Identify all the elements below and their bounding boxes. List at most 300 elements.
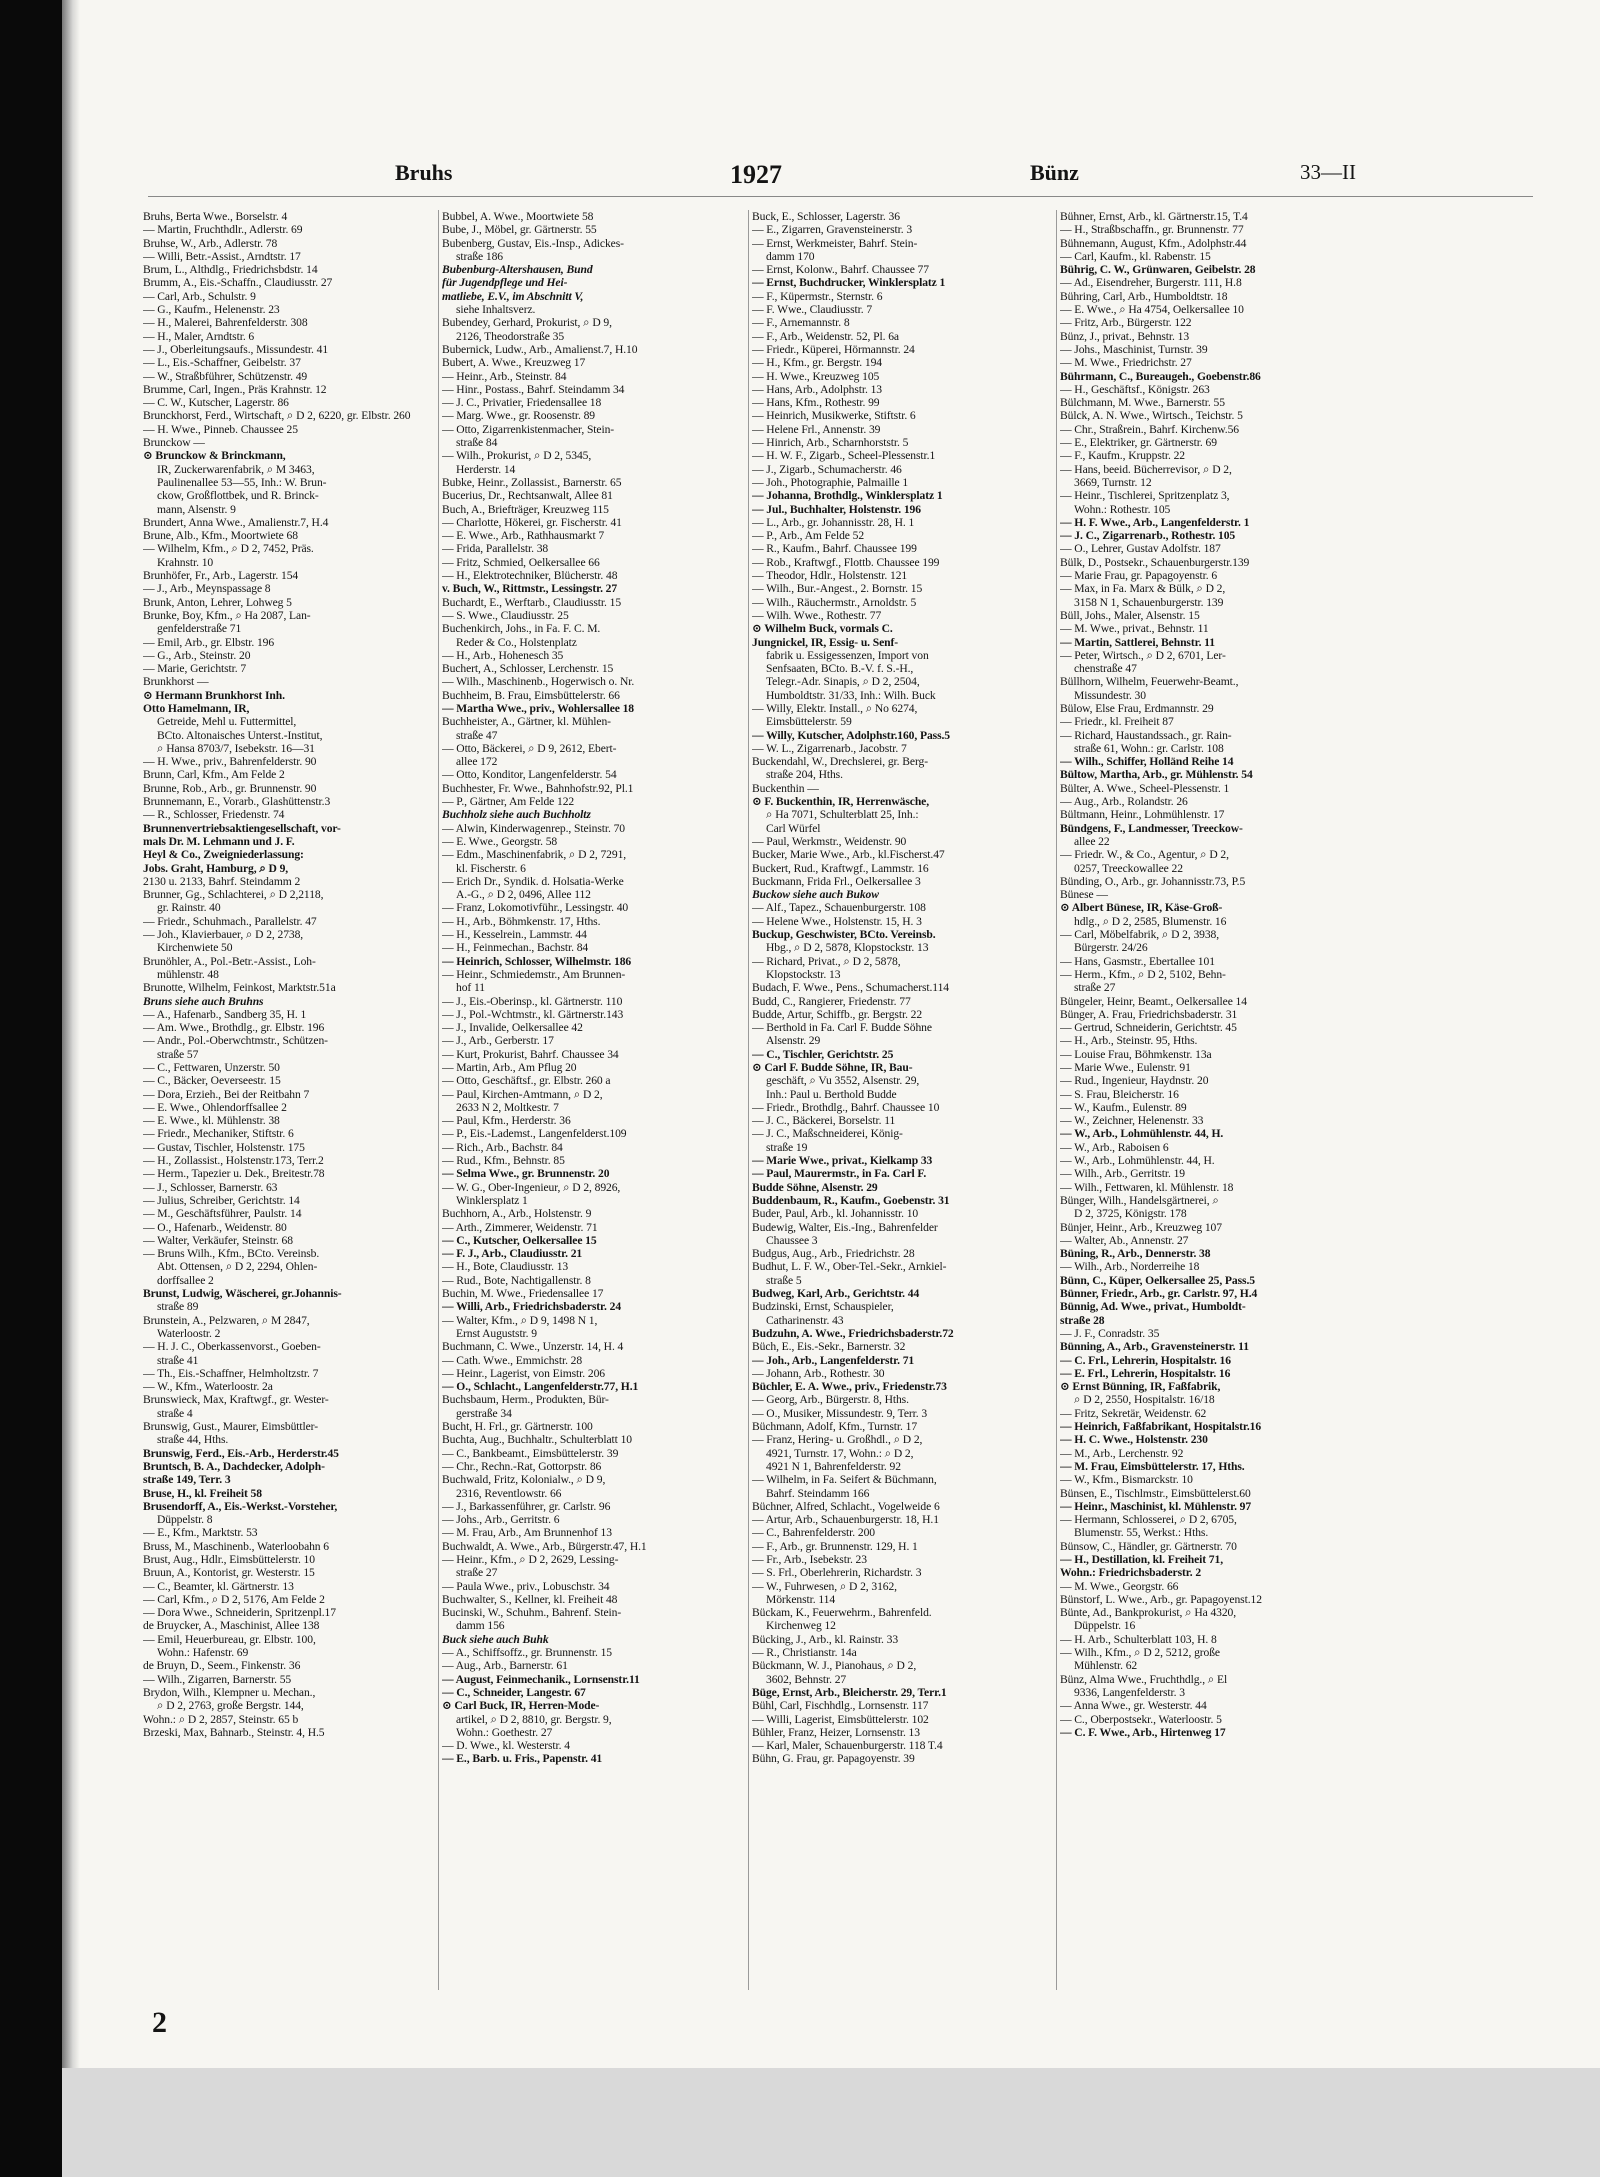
signature-number: 2: [152, 2006, 167, 2039]
directory-entry: Otto Hamelmann, IR,: [143, 701, 250, 715]
directory-entry: — Willi, Betr.-Assist., Arndtstr. 17: [143, 249, 301, 263]
directory-entry: Brunke, Boy, Kfm., ⌕ Ha 2087, Lan-: [143, 608, 311, 622]
directory-entry: Missundestr. 30: [1074, 688, 1146, 702]
directory-entry: Buckow siehe auch Bukow: [752, 888, 879, 902]
header-rule: [148, 196, 1533, 197]
directory-entry: — H. Wwe., Pinneb. Chaussee 25: [143, 422, 298, 436]
directory-entry: mühlenstr. 48: [157, 967, 219, 981]
directory-entry: IR, Zuckerwarenfabrik, ⌕ M 3463,: [157, 462, 315, 476]
directory-entry: — Herm., Tapezier u. Dek., Breitestr.78: [143, 1167, 325, 1181]
directory-entry: A.-G., ⌕ D 2, 0496, Allee 112: [456, 888, 591, 902]
header-page-number: 33—II: [1300, 160, 1356, 184]
directory-entry: Eimsbüttelerstr. 59: [766, 715, 852, 729]
directory-entry: Buder, Paul, Arb., kl. Johannisstr. 10: [752, 1207, 919, 1221]
directory-entry: Catharinenstr. 43: [766, 1313, 844, 1327]
directory-entry: — H. Arb., Schulterblatt 103, H. 8: [1060, 1632, 1217, 1646]
directory-entry: Bühnemann, August, Kfm., Adolphstr.44: [1060, 236, 1247, 250]
directory-entry: Brumme, Carl, Ingen., Präs Krahnstr. 12: [143, 382, 327, 396]
directory-entry: straße 41: [157, 1353, 199, 1367]
directory-entry: — J. C., Maßschneiderei, König-: [752, 1127, 903, 1141]
directory-entry: Brunn, Carl, Kfm., Am Felde 2: [143, 768, 285, 782]
directory-entry: — J. F., Conradstr. 35: [1060, 1326, 1160, 1340]
directory-entry: — Gustav, Tischler, Holstenstr. 175: [143, 1140, 305, 1154]
directory-entry: 2316, Reventlowstr. 66: [456, 1486, 562, 1500]
directory-entry: Bücking, J., Arb., kl. Rainstr. 33: [752, 1632, 899, 1646]
directory-entry: — H., Bote, Claudiusstr. 13: [442, 1260, 569, 1274]
directory-entry: — Rob., Kraftwgf., Flottb. Chaussee 199: [752, 555, 940, 569]
directory-entry: straße 149, Terr. 3: [143, 1473, 231, 1487]
directory-entry: — J., Invalide, Oelkersallee 42: [442, 1021, 583, 1035]
directory-entry: — C., Schneider, Langestr. 67: [442, 1685, 586, 1699]
directory-entry: — H., Maler, Arndtstr. 6: [143, 329, 255, 343]
directory-entry: — F. J., Arb., Claudiusstr. 21: [442, 1247, 583, 1261]
directory-entry: — Otto, Bäckerei, ⌕ D 9, 2612, Ebert-: [442, 741, 617, 755]
directory-entry: Wohn.: Goethestr. 27: [456, 1725, 553, 1739]
directory-entry: — Joh., Photographie, Palmaille 1: [752, 475, 909, 489]
directory-entry: — Hans, Arb., Adolphstr. 13: [752, 382, 882, 396]
directory-entry: Bubenburg-Altershausen, Bund: [442, 263, 593, 277]
directory-entry: — Emil, Heuerbureau, gr. Elbstr. 100,: [143, 1632, 316, 1646]
directory-entry: — Wilh., Prokurist, ⌕ D 2, 5345,: [442, 449, 592, 463]
directory-entry: Alsenstr. 29: [766, 1034, 821, 1048]
directory-entry: — Julius, Schreiber, Gerichtstr. 14: [143, 1193, 300, 1207]
directory-entry: — J., Barkassenführer, gr. Carlstr. 96: [442, 1499, 611, 1513]
directory-entry: Bruse, H., kl. Freiheit 58: [143, 1486, 262, 1500]
directory-entry: — Friedr., kl. Freiheit 87: [1060, 715, 1174, 729]
directory-entry: genfelderstraße 71: [157, 622, 242, 636]
directory-entry: Budach, F. Wwe., Pens., Schumacherst.114: [752, 981, 949, 995]
directory-entry: straße 28: [1060, 1313, 1105, 1327]
directory-entry: Bühn, G. Frau, gr. Papagoyenstr. 39: [752, 1752, 915, 1766]
directory-entry: Brunhöfer, Fr., Arb., Lagerstr. 154: [143, 569, 299, 583]
directory-entry: gr. Rainstr. 40: [157, 901, 221, 915]
directory-entry: Brumm, A., Eis.-Schaffn., Claudiusstr. 27: [143, 276, 333, 290]
directory-entry: — C., Oberpostsekr., Waterloostr. 5: [1060, 1712, 1222, 1726]
directory-entry: — Gertrud, Schneiderin, Gerichtstr. 45: [1060, 1021, 1237, 1035]
directory-entry: — S. Frl., Oberlehrerin, Richardstr. 3: [752, 1566, 922, 1580]
directory-entry: straße 204, Hths.: [766, 768, 843, 782]
directory-entry: — M. Frau, Arb., Am Brunnenhof 13: [442, 1526, 612, 1540]
directory-entry: Bünn, C., Küper, Oelkersallee 25, Pass.5: [1060, 1273, 1255, 1287]
directory-entry: Klopstockstr. 13: [766, 967, 841, 981]
directory-entry: Wohn.: Hafenstr. 69: [157, 1646, 249, 1660]
directory-entry: mann, Alsenstr. 9: [157, 502, 236, 516]
directory-entry: — J. C., Privatier, Friedensallee 18: [442, 396, 602, 410]
directory-entry: — Berthold in Fa. Carl F. Budde Söhne: [752, 1021, 932, 1035]
directory-entry: gerstraße 34: [456, 1406, 512, 1420]
directory-entry: — J., Arb., Meynspassage 8: [143, 582, 271, 596]
directory-entry: — F. Wwe., Claudiusstr. 7: [752, 303, 873, 317]
header-year: 1927: [730, 160, 782, 189]
directory-entry: straße 84: [456, 436, 498, 450]
directory-entry: — Louise Frau, Böhmkenstr. 13a: [1060, 1047, 1212, 1061]
directory-entry: Bucht, H. Frl., gr. Gärtnerstr. 100: [442, 1420, 593, 1434]
directory-entry: fabrik u. Essigessenzen, Import von: [766, 648, 929, 662]
directory-entry: Buchholz siehe auch Buchholtz: [442, 808, 591, 822]
directory-entry: — S. Frau, Bleicherstr. 16: [1060, 1087, 1179, 1101]
directory-entry: — Selma Wwe., gr. Brunnenstr. 20: [442, 1167, 610, 1181]
directory-entry: — Johanna, Brothdlg., Winklersplatz 1: [752, 489, 943, 503]
directory-entry: — W., Straßbführer, Schützenstr. 49: [143, 369, 308, 383]
directory-entry: — Martin, Arb., Am Pflug 20: [442, 1061, 577, 1074]
directory-entry: — H., Feinmechan., Bachstr. 84: [442, 941, 589, 955]
directory-entry: — Alwin, Kinderwagenrep., Steinstr. 70: [442, 821, 625, 835]
directory-entry: — Rud., Ingenieur, Haydnstr. 20: [1060, 1074, 1209, 1088]
directory-entry: — Charlotte, Hökerei, gr. Fischerstr. 41: [442, 515, 622, 529]
directory-entry: — Arth., Zimmerer, Weidenstr. 71: [442, 1220, 598, 1234]
directory-entry: — Am. Wwe., Brothdlg., gr. Elbstr. 196: [143, 1021, 325, 1035]
directory-entry: Bubendey, Gerhard, Prokurist, ⌕ D 9,: [442, 316, 612, 330]
directory-entry: — Richard, Haustandssach., gr. Rain-: [1060, 728, 1232, 742]
directory-entry: — Aug., Arb., Barnerstr. 61: [442, 1659, 568, 1673]
directory-entry: straße 19: [766, 1140, 808, 1154]
directory-entry: — Th., Eis.-Schaffner, Helmholtzstr. 7: [143, 1366, 319, 1380]
directory-entry: dorffsallee 2: [157, 1273, 214, 1287]
directory-entry: ⌕ D 2, 2763, große Bergstr. 144,: [157, 1699, 304, 1713]
directory-entry: Herderstr. 14: [456, 462, 516, 476]
directory-entry: Brundert, Anna Wwe., Amalienstr.7, H.4: [143, 515, 329, 529]
directory-entry: — Ernst, Buchdrucker, Winklersplatz 1: [752, 276, 946, 290]
directory-entry: — Heinr., Schmiedemstr., Am Brunnen-: [442, 967, 626, 981]
directory-entry: — E. Wwe., Ohlendorffsallee 2: [143, 1100, 287, 1114]
directory-entry: — Heinrich, Schlosser, Wilhelmstr. 186: [442, 954, 632, 968]
directory-entry: — C., Bäcker, Oeverseestr. 15: [143, 1074, 281, 1088]
directory-entry: — H., Zollassist., Holstenstr.173, Terr.2: [143, 1154, 324, 1168]
directory-entry: Buchin, M. Wwe., Friedensallee 17: [442, 1287, 604, 1301]
directory-entry: Buchwald, Fritz, Kolonialw., ⌕ D 9,: [442, 1473, 606, 1487]
directory-entry: Bührig, C. W., Grünwaren, Geibelstr. 28: [1060, 263, 1256, 277]
directory-entry: Bünnig, Ad. Wwe., privat., Humboldt-: [1060, 1300, 1246, 1314]
directory-entry: Bahrf. Steindamm 166: [766, 1486, 870, 1500]
directory-entry: — H., Arb., Böhmkenstr. 17, Hths.: [442, 914, 601, 928]
directory-entry: D 2, 3725, Königstr. 178: [1074, 1207, 1187, 1221]
directory-entry: — Willi, Arb., Friedrichsbaderstr. 24: [442, 1300, 622, 1314]
directory-entry: Hbg., ⌕ D 2, 5878, Klopstockstr. 13: [766, 941, 929, 955]
directory-entry: — Otto, Konditor, Langenfelderstr. 54: [442, 768, 617, 782]
directory-entry: Brunst, Ludwig, Wäscherei, gr.Johannis-: [143, 1287, 342, 1301]
directory-entry: artikel, ⌕ D 2, 8810, gr. Bergstr. 9,: [456, 1712, 612, 1726]
header-first-entry: Bruhs: [395, 160, 453, 185]
directory-entry: Budde Söhne, Alsenstr. 29: [752, 1180, 878, 1194]
directory-entry: Kirchenwiete 50: [157, 941, 233, 955]
directory-entry: damm 170: [766, 249, 815, 263]
directory-entry: Bündgens, F., Landmesser, Treeckow-: [1060, 821, 1243, 835]
directory-entry: — Hans, Kfm., Rothestr. 99: [752, 396, 880, 410]
directory-entry: de Bruyn, D., Seem., Finkenstr. 36: [143, 1659, 301, 1673]
directory-entry: straße 44, Hths.: [157, 1433, 229, 1447]
directory-entry: — M. Wwe., Friedrichstr. 27: [1060, 356, 1192, 370]
directory-entry: — Marie Wwe., Eulenstr. 91: [1060, 1061, 1191, 1074]
directory-entry: — Johs., Arb., Gerritstr. 6: [442, 1513, 560, 1527]
directory-entry: — Hans, Gasmstr., Ebertallee 101: [1060, 954, 1215, 968]
directory-column-3: [752, 210, 1052, 2000]
directory-entry: Buckert, Rud., Kraftwgf., Lammstr. 16: [752, 861, 929, 875]
directory-entry: — Joh., Klavierbauer, ⌕ D 2, 2738,: [143, 928, 304, 942]
directory-entry: Bruhs, Berta Wwe., Borselstr. 4: [143, 210, 288, 223]
directory-entry: Telegr.-Adr. Sinapis, ⌕ D 2, 2504,: [766, 675, 920, 689]
directory-entry: Wohn.: ⌕ D 2, 2857, Steinstr. 65 b: [143, 1712, 299, 1726]
directory-entry: — Chr., Straßrein., Bahrf. Kirchenw.56: [1060, 422, 1239, 436]
directory-entry: 0257, Treeckowallee 22: [1074, 861, 1183, 875]
directory-entry: Winklersplatz 1: [456, 1193, 528, 1207]
directory-entry: straße 27: [456, 1566, 498, 1580]
directory-entry: — Wilh., Bur.-Angest., 2. Bornstr. 15: [752, 582, 923, 596]
directory-entry: Getreide, Mehl u. Futtermittel,: [157, 715, 297, 729]
directory-entry: — Carl, Kfm., ⌕ D 2, 5176, Am Felde 2: [143, 1592, 325, 1606]
directory-entry: — Willi, Lagerist, Eimsbüttelerstr. 102: [752, 1712, 929, 1726]
column-divider: [748, 210, 749, 1990]
directory-entry: Wohn.: Friedrichsbaderstr. 2: [1060, 1566, 1202, 1580]
directory-entry: Budzinski, Ernst, Schauspieler,: [752, 1300, 894, 1314]
directory-entry: — E. Frl., Lehrerin, Hospitalstr. 16: [1060, 1366, 1231, 1380]
directory-entry: — G., Arb., Steinstr. 20: [143, 648, 251, 662]
directory-entry: — Wilh., Arb., Norderreihe 18: [1060, 1260, 1200, 1274]
directory-entry: kl. Fischerstr. 6: [456, 861, 526, 875]
directory-entry: Brust, Aug., Hdlr., Eimsbüttelerstr. 10: [143, 1552, 315, 1566]
directory-entry: — Chr., Rechn.-Rat, Gottorpstr. 86: [442, 1459, 602, 1473]
directory-entry: Bünning, A., Arb., Gravensteinerstr. 11: [1060, 1340, 1249, 1354]
directory-entry: Brzeski, Max, Bahnarb., Steinstr. 4, H.5: [143, 1725, 325, 1739]
directory-entry: damm 156: [456, 1619, 505, 1633]
directory-entry: — Wilh., Fettwaren, kl. Mühlenstr. 18: [1060, 1180, 1234, 1194]
directory-entry: Bültow, Martha, Arb., gr. Mühlenstr. 54: [1060, 768, 1253, 782]
directory-entry: — G., Kaufm., Helenenstr. 23: [143, 303, 280, 317]
directory-entry: — Franz, Lokomotivführ., Lessingstr. 40: [442, 901, 629, 915]
directory-entry: — August, Feinmechanik., Lornsenstr.11: [442, 1672, 640, 1686]
directory-entry: — Anna Wwe., gr. Westerstr. 44: [1060, 1699, 1207, 1713]
directory-entry: Buckmann, Frida Frl., Oelkersallee 3: [752, 874, 921, 888]
directory-entry: — H. F. Wwe., Arb., Langenfelderstr. 1: [1060, 515, 1250, 529]
directory-entry: Mörkenstr. 114: [766, 1592, 836, 1606]
directory-entry: Budzuhn, A. Wwe., Friedrichsbaderstr.72: [752, 1326, 954, 1340]
directory-entry: Bubernick, Ludw., Arb., Amalienst.7, H.10: [442, 342, 638, 356]
directory-entry: — H. Wwe., Kreuzweg 105: [752, 369, 880, 383]
directory-entry: Büllhorn, Wilhelm, Feuerwehr-Beamt.,: [1060, 675, 1239, 689]
directory-entry: ⊙ F. Buckenthin, IR, Herrenwäsche,: [752, 795, 930, 809]
directory-entry: Bückmann, W. J., Pianohaus, ⌕ D 2,: [752, 1659, 917, 1673]
directory-entry: ⊙ Albert Bünese, IR, Käse-Groß-: [1060, 901, 1223, 915]
directory-entry: — J. C., Bäckerei, Borselstr. 11: [752, 1114, 896, 1128]
directory-entry: Reder & Co., Holstenplatz: [456, 635, 577, 649]
directory-entry: — Kurt, Prokurist, Bahrf. Chaussee 34: [442, 1047, 619, 1061]
running-header: [150, 160, 1530, 194]
directory-entry: straße 61, Wohn.: gr. Carlstr. 108: [1074, 741, 1224, 755]
directory-entry: straße 186: [456, 249, 503, 263]
directory-entry: 9336, Langenfelderstr. 3: [1074, 1685, 1185, 1699]
directory-entry: chenstraße 47: [1074, 662, 1137, 676]
directory-entry: Heyl & Co., Zweigniederlassung:: [143, 848, 304, 862]
directory-entry: 2126, Theodorstraße 35: [456, 329, 565, 343]
directory-entry: ⊙ Wilhelm Buck, vormals C.: [752, 622, 893, 636]
directory-entry: Bünte, Ad., Bankprokurist, ⌕ Ha 4320,: [1060, 1606, 1237, 1620]
directory-entry: — H. J. C., Oberkassenvorst., Goeben-: [143, 1340, 321, 1354]
directory-entry: — Friedr., Brothdlg., Bahrf. Chaussee 10: [752, 1100, 940, 1114]
directory-entry: Buchwalter, S., Kellner, kl. Freiheit 48: [442, 1592, 618, 1606]
directory-entry: — Dora Wwe., Schneiderin, Spritzenpl.17: [143, 1606, 336, 1620]
directory-entry: — Martin, Sattlerei, Behnstr. 11: [1060, 635, 1215, 649]
directory-entry: — H., Arb., Steinstr. 95, Hths.: [1060, 1034, 1198, 1048]
directory-entry: Brunöhler, A., Pol.-Betr.-Assist., Loh-: [143, 954, 316, 968]
directory-entry: — M., Geschäftsführer, Paulstr. 14: [143, 1207, 302, 1221]
directory-entry: hof 11: [456, 981, 485, 995]
directory-entry: — Helene Wwe., Holstenstr. 15, H. 3: [752, 914, 922, 928]
directory-entry: Brunnenvertriebsaktiengesellschaft, vor-: [143, 821, 341, 835]
directory-entry: — Heinr., Arb., Steinstr. 84: [442, 369, 567, 383]
directory-entry: — Wilhelm, in Fa. Seifert & Büchmann,: [752, 1473, 937, 1487]
directory-entry: — L., Eis.-Schaffner, Geibelstr. 37: [143, 356, 301, 370]
directory-entry: Humboldtstr. 31/33, Inh.: Wilh. Buck: [766, 688, 936, 702]
directory-entry: Abt. Ottensen, ⌕ D 2, 2294, Ohlen-: [157, 1260, 318, 1274]
directory-entry: 2130 u. 2133, Bahrf. Steindamm 2: [143, 874, 301, 888]
directory-entry: — R., Schlosser, Friedenstr. 74: [143, 808, 285, 822]
directory-entry: ⊙ Hermann Brunkhorst Inh.: [143, 688, 285, 702]
directory-entry: — E., Kfm., Marktstr. 53: [143, 1526, 258, 1540]
directory-entry: Düppelstr. 8: [157, 1513, 213, 1527]
directory-entry: Budewig, Walter, Eis.-Ing., Bahrenfelder: [752, 1220, 938, 1234]
directory-entry: — Otto, Zigarrenkistenmacher, Stein-: [442, 422, 615, 436]
directory-entry: — Ernst, Werkmeister, Bahrf. Stein-: [752, 236, 918, 250]
directory-entry: — Hans, beeid. Bücherrevisor, ⌕ D 2,: [1060, 462, 1232, 476]
directory-entry: Bühring, Carl, Arb., Humboldtstr. 18: [1060, 289, 1228, 303]
directory-entry: — W., Kaufm., Eulenstr. 89: [1060, 1100, 1187, 1114]
directory-entry: Brunne, Rob., Arb., gr. Brunnenstr. 90: [143, 781, 317, 795]
directory-entry: Buchhester, Fr. Wwe., Bahnhofstr.92, Pl.1: [442, 781, 634, 795]
directory-entry: Bünsen, E., Tischlmstr., Eimsbüttelerst.60: [1060, 1486, 1251, 1500]
directory-entry: allee 172: [456, 755, 498, 769]
directory-entry: — Hinr., Postass., Bahrf. Steindamm 34: [442, 382, 625, 396]
directory-entry: — J., Eis.-Oberinsp., kl. Gärtnerstr. 110: [442, 994, 623, 1008]
directory-entry: — Paula Wwe., priv., Lobuschstr. 34: [442, 1579, 610, 1593]
directory-entry: — Wilh., Zigarren, Barnerstr. 55: [143, 1672, 292, 1686]
directory-entry: — Erich Dr., Syndik. d. Holsatia-Werke: [442, 874, 624, 888]
directory-entry: — H., Arb., Hohenesch 35: [442, 648, 564, 662]
directory-entry: — W., Arb., Lohmühlenstr. 44, H.: [1060, 1154, 1215, 1168]
directory-entry: Bünz, J., privat., Behnstr. 13: [1060, 329, 1190, 343]
directory-entry: Ernst Auguststr. 9: [456, 1326, 537, 1340]
directory-entry: Brunk, Anton, Lehrer, Lohweg 5: [143, 595, 292, 609]
directory-entry: — F., Arb., Weidenstr. 52, Pl. 6a: [752, 329, 899, 343]
directory-entry: Büngeler, Heinr, Beamt., Oelkersallee 14: [1060, 994, 1247, 1008]
directory-entry: — O., Lehrer, Gustav Adolfstr. 187: [1060, 542, 1221, 556]
directory-entry: straße 5: [766, 1273, 802, 1287]
directory-entry: — Johs., Maschinist, Turnstr. 39: [1060, 342, 1208, 356]
directory-entry: — M. Frau, Eimsbüttelerstr. 17, Hths.: [1060, 1459, 1245, 1473]
directory-entry: Bubenberg, Gustav, Eis.-Insp., Adickes-: [442, 236, 624, 250]
directory-entry: Inh.: Paul u. Berthold Budde: [766, 1087, 897, 1101]
directory-entry: Brunotte, Wilhelm, Feinkost, Marktstr.51a: [143, 981, 336, 995]
directory-entry: — C. W., Kutscher, Lagerstr. 86: [143, 396, 289, 410]
directory-entry: Düppelstr. 16: [1074, 1619, 1136, 1633]
directory-entry: Senfsaaten, BCto. B.-V. f. S.-H.,: [766, 662, 914, 676]
directory-column-2: [442, 210, 742, 2000]
directory-entry: Brunckhorst, Ferd., Wirtschaft, ⌕ D 2, 6220, gr. Elbstr. 260: [143, 409, 411, 423]
directory-entry: Büchler, E. A. Wwe., priv., Friedenstr.73: [752, 1380, 947, 1394]
directory-entry: ⊙ Ernst Bünning, IR, Faßfabrik,: [1060, 1380, 1221, 1394]
directory-entry: Bünsow, C., Händler, gr. Gärtnerstr. 70: [1060, 1539, 1237, 1553]
directory-entry: — Wilh., Räuchermstr., Arnoldstr. 5: [752, 595, 917, 609]
directory-entry: Buchwaldt, A. Wwe., Arb., Bürgerstr.47, H.1: [442, 1539, 647, 1553]
directory-entry: Buddenbaum, R., Kaufm., Goebenstr. 31: [752, 1193, 950, 1207]
directory-entry: Bruun, A., Kontorist, gr. Westerstr. 15: [143, 1566, 315, 1580]
directory-entry: — Aug., Arb., Rolandstr. 26: [1060, 795, 1188, 809]
directory-entry: Bülow, Else Frau, Erdmannstr. 29: [1060, 701, 1214, 715]
directory-entry: Wohn.: Rothestr. 105: [1074, 502, 1171, 516]
directory-entry: — P., Gärtner, Am Felde 122: [442, 795, 575, 809]
directory-entry: — R., Kaufm., Bahrf. Chaussee 199: [752, 542, 917, 556]
directory-entry: — Heinr., Lagerist, von Eimstr. 206: [442, 1366, 605, 1380]
directory-entry: — Paul, Kirchen-Amtmann, ⌕ D 2,: [442, 1087, 603, 1101]
directory-entry: — C., Bankbeamt., Eimsbüttelerstr. 39: [442, 1446, 619, 1460]
directory-entry: 3602, Behnstr. 27: [766, 1672, 847, 1686]
directory-entry: — Johann, Arb., Rothestr. 30: [752, 1366, 885, 1380]
directory-entry: Brunswig, Ferd., Eis.-Arb., Herderstr.45: [143, 1446, 339, 1460]
directory-entry: — J., Oberleitungsaufs., Missundestr. 41: [143, 342, 329, 356]
directory-entry: ⊙ Carl Buck, IR, Herren-Mode-: [442, 1699, 600, 1713]
directory-entry: — L., Arb., gr. Johannisstr. 28, H. 1: [752, 515, 915, 529]
directory-entry: — W., Kfm., Bismarckstr. 10: [1060, 1473, 1193, 1487]
directory-entry: — Hermann, Schlosserei, ⌕ D 2, 6705,: [1060, 1513, 1237, 1527]
directory-entry: Buck, E., Schlosser, Lagerstr. 36: [752, 210, 900, 223]
directory-entry: Bühler, Franz, Heizer, Lornsenstr. 13: [752, 1725, 920, 1739]
directory-entry: — Wilh., Kfm., ⌕ D 2, 5212, große: [1060, 1646, 1220, 1660]
directory-entry: — Paul, Kfm., Herderstr. 36: [442, 1114, 571, 1128]
directory-entry: — Martin, Fruchthdlr., Adlerstr. 69: [143, 223, 303, 237]
directory-entry: — H. C. Wwe., Holstenstr. 230: [1060, 1433, 1208, 1447]
directory-entry: — Walter, Verkäufer, Steinstr. 68: [143, 1233, 293, 1247]
directory-entry: — Ad., Eisendreher, Burgerstr. 111, H.8: [1060, 276, 1242, 290]
directory-entry: Bülck, A. N. Wwe., Wirtsch., Teichstr. 5: [1060, 409, 1243, 423]
directory-entry: Budweg, Karl, Arb., Gerichtstr. 44: [752, 1287, 920, 1301]
directory-entry: 4921 N 1, Bahrenfelderstr. 92: [766, 1459, 901, 1473]
directory-entry: Bubert, A. Wwe., Kreuzweg 17: [442, 356, 586, 370]
directory-entry: mals Dr. M. Lehmann und J. F.: [143, 834, 295, 848]
directory-entry: — E., Barb. u. Fris., Papenstr. 41: [442, 1752, 603, 1766]
directory-entry: — Walter, Kfm., ⌕ D 9, 1498 N 1,: [442, 1313, 598, 1327]
directory-entry: straße 4: [157, 1406, 193, 1420]
directory-entry: Brune, Alb., Kfm., Moortwiete 68: [143, 529, 298, 543]
directory-entry: — A., Hafenarb., Sandberg 35, H. 1: [143, 1007, 307, 1021]
directory-entry: — Cath. Wwe., Emmichstr. 28: [442, 1353, 583, 1367]
directory-entry: Buckenthin —: [752, 781, 819, 795]
directory-entry: Bruss, M., Maschinenb., Waterloobahn 6: [143, 1539, 330, 1553]
directory-entry: — Rud., Bote, Nachtigallenstr. 8: [442, 1273, 591, 1287]
directory-entry: Kirchenweg 12: [766, 1619, 836, 1633]
directory-entry: — Heinr., Kfm., ⌕ D 2, 2629, Lessing-: [442, 1552, 619, 1566]
directory-entry: Bückam, K., Feuerwehrm., Bahrenfeld.: [752, 1606, 932, 1620]
directory-entry: — J., Pol.-Wchtmstr., kl. Gärtnerstr.143: [442, 1007, 624, 1021]
directory-entry: — Heinr., Maschinist, kl. Mühlenstr. 97: [1060, 1499, 1252, 1513]
directory-entry: Budgus, Aug., Arb., Friedrichstr. 28: [752, 1247, 915, 1261]
directory-column-4: [1060, 210, 1360, 2000]
directory-entry: für Jugendpflege und Hei-: [442, 276, 568, 290]
header-last-entry: Bünz: [1030, 160, 1079, 185]
directory-entry: — Martha Wwe., priv., Wohlersallee 18: [442, 701, 634, 715]
column-divider: [1056, 210, 1057, 1990]
directory-entry: 3669, Turnstr. 12: [1074, 475, 1152, 489]
directory-entry: — C., Bahrenfelderstr. 200: [752, 1526, 875, 1540]
directory-entry: — Friedr., Schuhmach., Parallelstr. 47: [143, 914, 317, 928]
directory-entry: — H., Kesselrein., Lammstr. 44: [442, 928, 587, 942]
directory-entry: ⌕ Ha 7071, Schulterblatt 25, Inh.:: [766, 808, 919, 822]
directory-entry: — Richard, Privat., ⌕ D 2, 5878,: [752, 954, 901, 968]
directory-entry: — Carl, Kaufm., kl. Rabenstr. 15: [1060, 249, 1211, 263]
directory-entry: — C., Tischler, Gerichtstr. 25: [752, 1047, 894, 1061]
directory-entry: — D. Wwe., kl. Westerstr. 4: [442, 1739, 570, 1753]
directory-entry: — W., Zeichner, Helenenstr. 33: [1060, 1114, 1204, 1128]
directory-entry: straße 27: [1074, 981, 1116, 995]
directory-entry: — Willy, Elektr. Install., ⌕ No 6274,: [752, 701, 918, 715]
directory-entry: — Theodor, Hdlr., Holstenstr. 121: [752, 569, 908, 583]
